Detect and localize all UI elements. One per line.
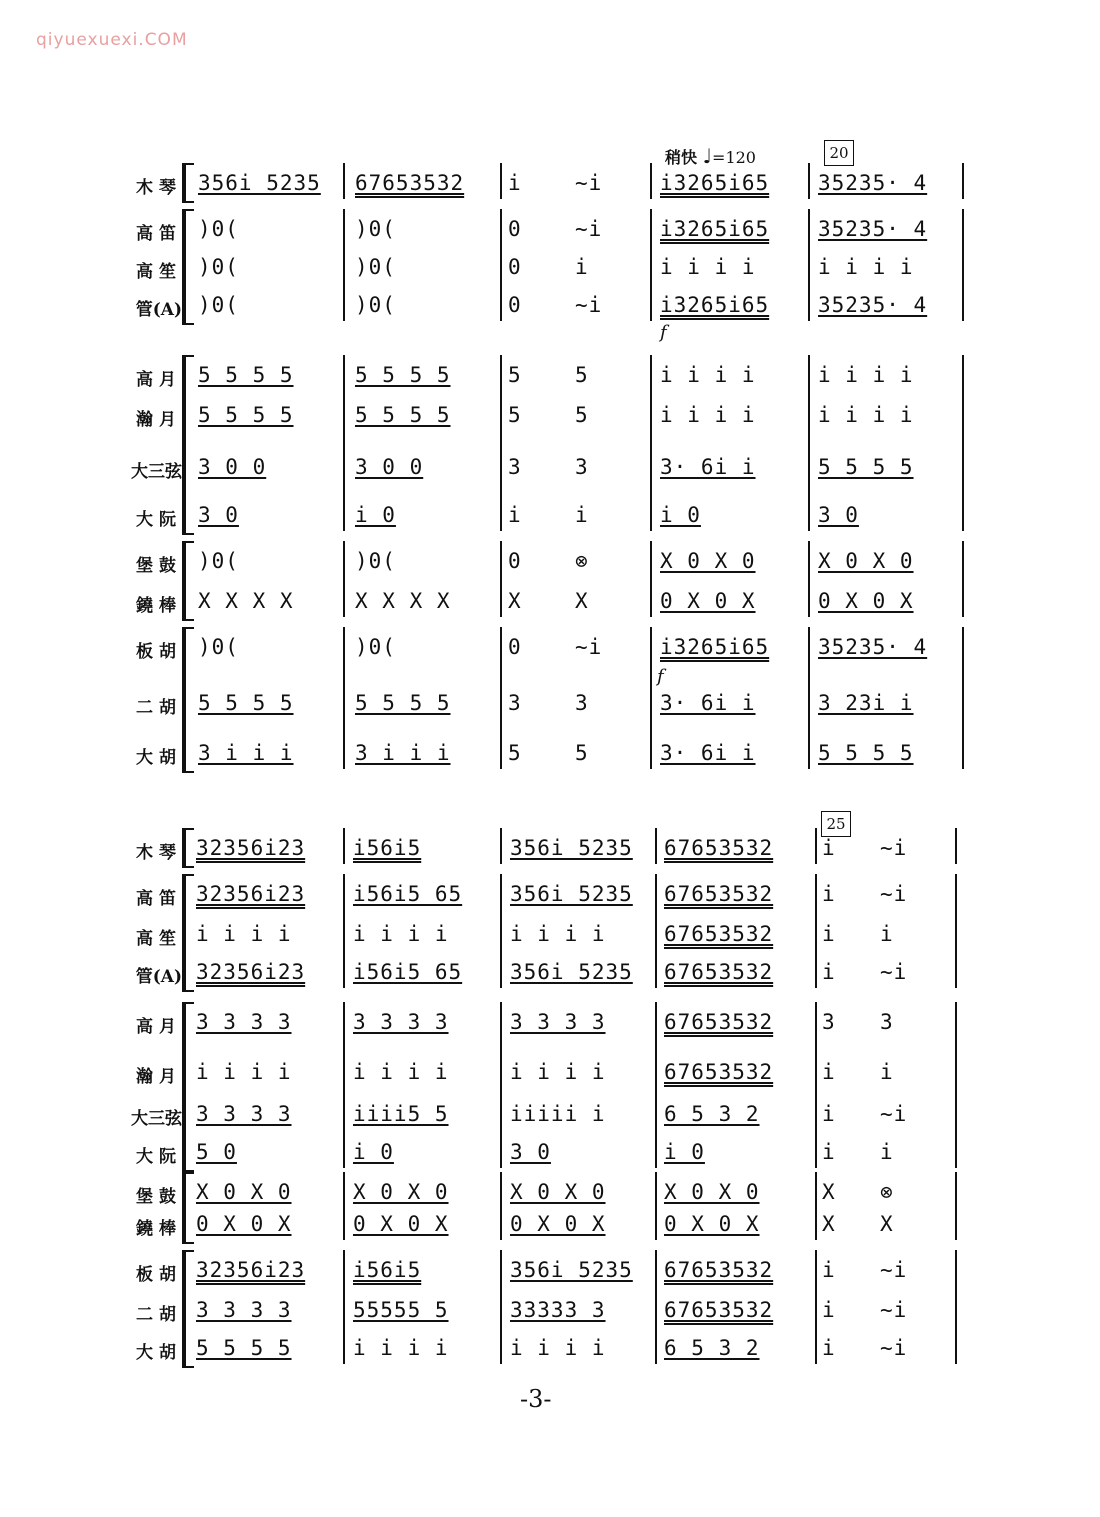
barline xyxy=(500,627,502,769)
watermark: qiyuexuexi.COM xyxy=(36,30,188,50)
score-cell: 3 23i i xyxy=(818,691,914,715)
score-cell: 32356i23 xyxy=(196,960,306,984)
score-cell: i xyxy=(508,503,522,527)
score-cell: 0 xyxy=(508,635,522,659)
score-cell: ~i xyxy=(575,171,603,195)
barline xyxy=(343,355,345,531)
instrument-label: 大胡 xyxy=(136,1343,182,1363)
score-cell: 3 3 3 3 xyxy=(510,1010,606,1034)
barline xyxy=(955,874,957,988)
barline xyxy=(655,828,657,864)
barline xyxy=(962,355,964,531)
score-cell: 0 xyxy=(508,217,522,241)
barline xyxy=(343,209,345,321)
instrument-label: 高月 xyxy=(136,1017,182,1037)
score-cell: i i i i xyxy=(196,1060,292,1084)
score-cell: X xyxy=(822,1180,836,1204)
score-cell: 0 X 0 X xyxy=(660,589,756,613)
barline xyxy=(343,1172,345,1240)
score-cell: 5 xyxy=(575,403,589,427)
score-cell: 0 xyxy=(508,293,522,317)
score-cell: i i i i xyxy=(353,1060,449,1084)
barline xyxy=(655,1002,657,1168)
score-cell: i xyxy=(822,1336,836,1360)
barline xyxy=(500,1172,502,1240)
score-cell: X 0 X 0 xyxy=(664,1180,760,1204)
score-cell: 356i 5235 xyxy=(510,960,633,984)
barline xyxy=(500,163,502,199)
instrument-label: 大三弦 xyxy=(131,1109,182,1129)
score-cell: 3 i i i xyxy=(355,741,451,765)
score-cell: )0( xyxy=(198,549,239,573)
score-cell: 3 0 0 xyxy=(198,455,267,479)
score-cell: i xyxy=(822,1102,836,1126)
score-cell: 0 X 0 X xyxy=(510,1212,606,1236)
score-cell: X 0 X 0 xyxy=(818,549,914,573)
instrument-label: 瀚月 xyxy=(136,1067,182,1087)
score-cell: 5 xyxy=(508,741,522,765)
barline xyxy=(650,355,652,531)
score-cell: 0 X 0 X xyxy=(196,1212,292,1236)
score-cell: 67653532 xyxy=(664,922,774,946)
score-cell: i i i i xyxy=(660,403,756,427)
score-cell: ⊗ xyxy=(880,1180,894,1204)
score-cell: X 0 X 0 xyxy=(660,549,756,573)
score-cell: 5 5 5 5 xyxy=(198,403,294,427)
staff-bracket xyxy=(182,874,194,992)
score-cell: i xyxy=(822,1258,836,1282)
score-cell: 3 0 xyxy=(510,1140,551,1164)
score-cell: 6 5 3 2 xyxy=(664,1336,760,1360)
staff-bracket xyxy=(182,1250,194,1368)
barline xyxy=(808,163,810,199)
score-cell: i xyxy=(822,1298,836,1322)
score-cell: X 0 X 0 xyxy=(510,1180,606,1204)
score-cell: i56i5 xyxy=(353,1258,422,1282)
score-cell: i xyxy=(880,1060,894,1084)
barline xyxy=(655,1250,657,1364)
score-cell: X xyxy=(508,589,522,613)
score-cell: ~i xyxy=(880,1336,908,1360)
barline xyxy=(650,541,652,617)
score-cell: 3 xyxy=(575,691,589,715)
score-cell: )0( xyxy=(355,635,396,659)
score-cell: i 0 xyxy=(660,503,701,527)
score-cell: i i i i xyxy=(353,922,449,946)
staff-bracket xyxy=(182,163,194,203)
score-cell: 32356i23 xyxy=(196,1258,306,1282)
score-cell: 67653532 xyxy=(664,1060,774,1084)
barline xyxy=(500,541,502,617)
score-cell: 0 X 0 X xyxy=(818,589,914,613)
instrument-label: 管(A) xyxy=(135,300,182,320)
score-cell: 3 i i i xyxy=(198,741,294,765)
score-cell: 5 5 5 5 xyxy=(196,1336,292,1360)
score-cell: X 0 X 0 xyxy=(196,1180,292,1204)
barline xyxy=(808,355,810,531)
score-cell: i xyxy=(508,171,522,195)
score-cell: 3· 6i i xyxy=(660,691,756,715)
score-cell: 33333 3 xyxy=(510,1298,606,1322)
barline xyxy=(655,874,657,988)
staff-bracket xyxy=(182,828,194,868)
score-cell: i 0 xyxy=(353,1140,394,1164)
score-cell: i xyxy=(822,922,836,946)
score-cell: 3 0 0 xyxy=(355,455,424,479)
instrument-label: 高笛 xyxy=(136,224,182,244)
score-cell: 5 5 5 5 xyxy=(355,691,451,715)
score-cell: i xyxy=(822,882,836,906)
score-cell: 67653532 xyxy=(355,171,465,195)
score-cell: ~i xyxy=(880,1258,908,1282)
page-number: -3- xyxy=(520,1385,552,1413)
score-cell: ~i xyxy=(880,1298,908,1322)
score-cell: i i i i xyxy=(510,922,606,946)
instrument-label: 大胡 xyxy=(136,748,182,768)
score-cell: ~i xyxy=(575,635,603,659)
staff-bracket xyxy=(182,355,194,535)
barline xyxy=(955,1002,957,1168)
score-cell: 5 5 5 5 xyxy=(198,363,294,387)
instrument-label: 鐃棒 xyxy=(136,1219,182,1239)
dynamic-forte-2: f xyxy=(657,666,664,687)
score-cell: i3265i65 xyxy=(660,217,770,241)
score-cell: 3 3 3 3 xyxy=(196,1102,292,1126)
barline xyxy=(500,1250,502,1364)
barline xyxy=(808,209,810,321)
score-cell: 3 3 3 3 xyxy=(196,1298,292,1322)
score-cell: 3 xyxy=(575,455,589,479)
barline xyxy=(815,874,817,988)
score-cell: i3265i65 xyxy=(660,635,770,659)
instrument-label: 管(A) xyxy=(135,967,182,987)
barline xyxy=(815,1250,817,1364)
barline xyxy=(650,209,652,321)
barline xyxy=(650,627,652,769)
score-cell: ~i xyxy=(880,1102,908,1126)
score-cell: i i i i xyxy=(510,1060,606,1084)
score-cell: 3 0 xyxy=(818,503,859,527)
score-cell: i56i5 65 xyxy=(353,882,463,906)
score-cell: 5 5 5 5 xyxy=(355,363,451,387)
score-cell: i i i i xyxy=(196,922,292,946)
staff-bracket xyxy=(182,1172,194,1244)
score-cell: 3 0 xyxy=(198,503,239,527)
score-system-2 xyxy=(0,828,1100,1373)
score-cell: iiiii i xyxy=(510,1102,606,1126)
score-cell: i3265i65 xyxy=(660,293,770,317)
score-cell: ~i xyxy=(880,836,908,860)
barline xyxy=(815,828,817,864)
instrument-label: 堡鼓 xyxy=(136,1187,182,1207)
barline xyxy=(343,874,345,988)
score-cell: )0( xyxy=(198,255,239,279)
score-cell: )0( xyxy=(355,293,396,317)
score-cell: X 0 X 0 xyxy=(353,1180,449,1204)
score-cell: X xyxy=(822,1212,836,1236)
barline xyxy=(500,1002,502,1168)
barline xyxy=(955,828,957,864)
instrument-label: 木琴 xyxy=(136,178,182,198)
score-cell: 3 xyxy=(508,691,522,715)
score-cell: i 0 xyxy=(664,1140,705,1164)
instrument-label: 大三弦 xyxy=(131,462,182,482)
score-cell: ~i xyxy=(880,882,908,906)
staff-bracket xyxy=(182,1002,194,1172)
instrument-label: 板胡 xyxy=(136,1265,182,1285)
score-cell: i xyxy=(822,960,836,984)
score-cell: i xyxy=(822,836,836,860)
score-cell: 3· 6i i xyxy=(660,455,756,479)
staff-bracket xyxy=(182,209,194,325)
score-cell: i xyxy=(880,922,894,946)
score-cell: 6 5 3 2 xyxy=(664,1102,760,1126)
score-cell: X xyxy=(880,1212,894,1236)
score-cell: 5 xyxy=(508,363,522,387)
score-cell: 5 0 xyxy=(196,1140,237,1164)
score-cell: 356i 5235 xyxy=(510,836,633,860)
dynamic-forte: f xyxy=(660,322,667,343)
instrument-label: 木琴 xyxy=(136,843,182,863)
barline xyxy=(962,209,964,321)
score-cell: 67653532 xyxy=(664,882,774,906)
barline xyxy=(650,163,652,199)
score-cell: 5 xyxy=(508,403,522,427)
rehearsal-mark-25: 25 xyxy=(821,811,851,837)
barline xyxy=(343,1250,345,1364)
barline xyxy=(500,828,502,864)
instrument-label: 二胡 xyxy=(136,1305,182,1325)
score-cell: i i i i xyxy=(353,1336,449,1360)
instrument-label: 二胡 xyxy=(136,698,182,718)
tempo-text: 稍快 xyxy=(665,148,698,167)
barline xyxy=(343,541,345,617)
score-cell: X X X X xyxy=(355,589,451,613)
score-cell: i3265i65 xyxy=(660,171,770,195)
barline xyxy=(808,627,810,769)
barline xyxy=(955,1172,957,1240)
score-cell: 0 xyxy=(508,255,522,279)
score-cell: 67653532 xyxy=(664,1258,774,1282)
instrument-label: 大阮 xyxy=(136,1147,182,1167)
score-cell: 5 5 5 5 xyxy=(355,403,451,427)
score-cell: 32356i23 xyxy=(196,836,306,860)
score-cell: 0 X 0 X xyxy=(353,1212,449,1236)
staff-bracket xyxy=(182,541,194,621)
instrument-label: 高笙 xyxy=(136,929,182,949)
score-cell: i56i5 65 xyxy=(353,960,463,984)
score-cell: i xyxy=(575,503,589,527)
score-cell: 0 X 0 X xyxy=(664,1212,760,1236)
score-cell: 0 xyxy=(508,549,522,573)
score-cell: i i i i xyxy=(660,255,756,279)
staff-bracket xyxy=(182,627,194,773)
score-cell: 3· 6i i xyxy=(660,741,756,765)
score-cell: i i i i xyxy=(660,363,756,387)
barline xyxy=(343,163,345,199)
score-cell: i xyxy=(575,255,589,279)
instrument-label: 高笙 xyxy=(136,262,182,282)
score-cell: )0( xyxy=(355,217,396,241)
score-cell: X xyxy=(575,589,589,613)
score-cell: 5 xyxy=(575,741,589,765)
score-cell: 5 5 5 5 xyxy=(818,741,914,765)
score-cell: 67653532 xyxy=(664,836,774,860)
barline xyxy=(343,1002,345,1168)
score-cell: 32356i23 xyxy=(196,882,306,906)
score-cell: ~i xyxy=(880,960,908,984)
score-system-1 xyxy=(0,165,1100,780)
barline xyxy=(343,828,345,864)
instrument-label: 板胡 xyxy=(136,642,182,662)
score-cell: 356i 5235 xyxy=(510,882,633,906)
tempo-value: =120 xyxy=(712,148,756,167)
score-cell: 5 xyxy=(575,363,589,387)
score-cell: i i i i xyxy=(818,255,914,279)
score-cell: X X X X xyxy=(198,589,294,613)
barline xyxy=(962,163,964,199)
score-cell: ⊗ xyxy=(575,549,589,573)
instrument-label: 鐃棒 xyxy=(136,596,182,616)
score-cell: 67653532 xyxy=(664,1298,774,1322)
score-cell: )0( xyxy=(198,635,239,659)
score-cell: 3 3 3 3 xyxy=(353,1010,449,1034)
score-cell: i56i5 xyxy=(353,836,422,860)
barline xyxy=(962,541,964,617)
instrument-label: 堡鼓 xyxy=(136,556,182,576)
score-cell: 3 xyxy=(822,1010,836,1034)
score-cell: 5 5 5 5 xyxy=(818,455,914,479)
barline xyxy=(500,209,502,321)
score-cell: 35235· 4 xyxy=(818,635,928,659)
score-cell: )0( xyxy=(198,293,239,317)
quarter-note-icon: ♩ xyxy=(702,144,713,168)
barline xyxy=(808,541,810,617)
instrument-label: 瀚月 xyxy=(136,410,182,430)
score-cell: 356i 5235 xyxy=(510,1258,633,1282)
score-cell: 5 5 5 5 xyxy=(198,691,294,715)
instrument-label: 高笛 xyxy=(136,889,182,909)
score-cell: 3 xyxy=(880,1010,894,1034)
barline xyxy=(500,874,502,988)
barline xyxy=(655,1172,657,1240)
score-cell: )0( xyxy=(355,255,396,279)
score-cell: 67653532 xyxy=(664,1010,774,1034)
score-cell: i i i i xyxy=(818,403,914,427)
score-cell: ~i xyxy=(575,217,603,241)
instrument-label: 大阮 xyxy=(136,510,182,530)
barline xyxy=(500,355,502,531)
score-cell: 3 xyxy=(508,455,522,479)
score-cell: 35235· 4 xyxy=(818,217,928,241)
score-cell: 67653532 xyxy=(664,960,774,984)
score-cell: i xyxy=(822,1060,836,1084)
score-cell: )0( xyxy=(198,217,239,241)
barline xyxy=(962,627,964,769)
rehearsal-mark-20: 20 xyxy=(824,140,854,166)
barline xyxy=(815,1172,817,1240)
score-cell: )0( xyxy=(355,549,396,573)
score-cell: 3 3 3 3 xyxy=(196,1010,292,1034)
score-cell: 55555 5 xyxy=(353,1298,449,1322)
score-cell: i 0 xyxy=(355,503,396,527)
barline xyxy=(955,1250,957,1364)
score-cell: i xyxy=(822,1140,836,1164)
score-cell: ~i xyxy=(575,293,603,317)
barline xyxy=(815,1002,817,1168)
instrument-label: 高月 xyxy=(136,370,182,390)
barline xyxy=(343,627,345,769)
score-cell: i xyxy=(880,1140,894,1164)
score-cell: 35235· 4 xyxy=(818,293,928,317)
score-cell: 35235· 4 xyxy=(818,171,928,195)
score-cell: i i i i xyxy=(818,363,914,387)
score-cell: i i i i xyxy=(510,1336,606,1360)
score-cell: 356i 5235 xyxy=(198,171,321,195)
score-cell: iiii5 5 xyxy=(353,1102,449,1126)
